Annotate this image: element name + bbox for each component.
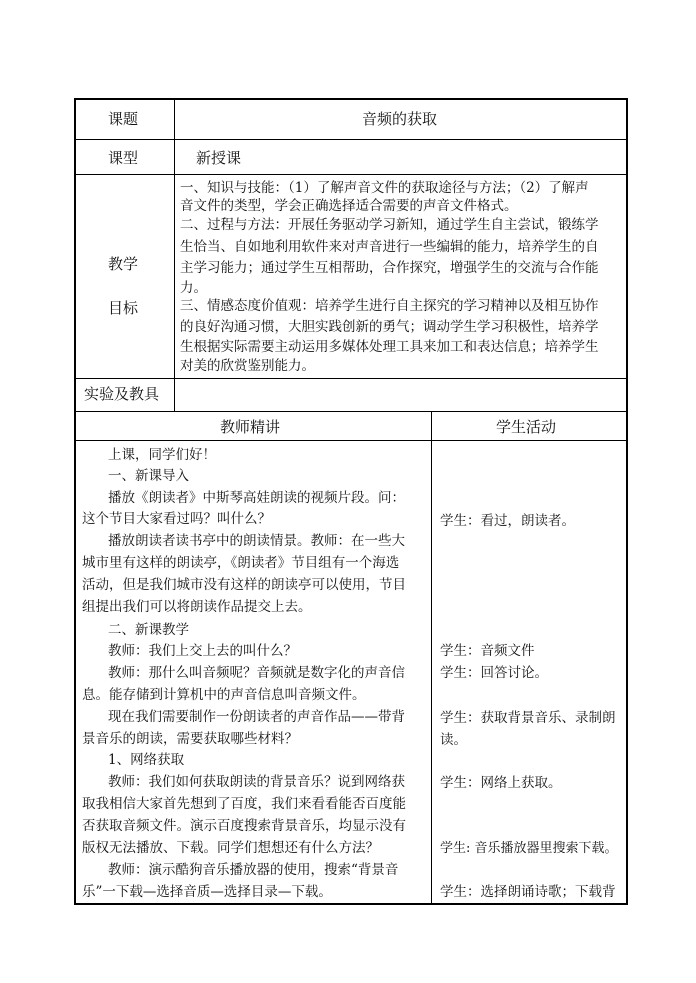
teacher-line: 一、新课导入 xyxy=(108,468,189,484)
equipment-label: 实验及教具 xyxy=(84,385,160,403)
objective-line: 生根据实际需要主动运用多媒体处理工具来加工和表达信息；培养学生 xyxy=(180,339,599,355)
teacher-line: 教师：我们上交上去的叫什么？ xyxy=(108,643,297,659)
teacher-line: 教师：那什么叫音频呢？音频就是数字化的声音信 xyxy=(108,665,405,681)
objective-line: 主学习能力；通过学生互相帮助，合作探究，增强学生的交流与合作能 xyxy=(180,260,599,276)
row-divider xyxy=(74,174,628,175)
teacher-line: 取我相信大家首先想到了百度，我们来看看能否百度能 xyxy=(82,796,406,812)
student-column-divider xyxy=(431,411,432,904)
table-border-right xyxy=(626,98,628,905)
teacher-line: 播放《朗读者》中斯琴高娃朗读的视频片段。问： xyxy=(108,490,405,506)
row-divider xyxy=(74,139,628,140)
student-line: 学生：获取背景音乐、录制朗 xyxy=(440,710,616,726)
row-divider xyxy=(74,378,628,379)
teacher-line: 版权无法播放、下载。同学们想想还有什么方法？ xyxy=(82,840,379,856)
teacher-line: 息。能存储到计算机中的声音信息叫音频文件。 xyxy=(82,687,366,703)
student-line: 学生: 音乐播放器里搜索下载。 xyxy=(440,841,618,856)
teacher-line: 活动，但是我们城市没有这样的朗读亭可以使用，节目 xyxy=(82,577,406,593)
row-divider xyxy=(74,440,628,441)
teacher-line: 上课，同学们好！ xyxy=(108,447,216,463)
student-line: 学生：音频文件 xyxy=(440,643,535,659)
teacher-line: 二、新课教学 xyxy=(108,622,189,638)
objectives-label-1: 教学 xyxy=(108,255,139,273)
teacher-line: 1、网络获取 xyxy=(108,752,185,768)
objective-line: 音文件的类型，学会正确选择适合需要的声音文件格式。 xyxy=(180,198,518,214)
objective-line: 的良好沟通习惯，大胆实践创新的勇气；调动学生学习积极性，培养学 xyxy=(180,319,599,335)
objective-line: 三、情感态度价值观：培养学生进行自主探究的学习精神以及相互协作 xyxy=(180,298,599,314)
type-value: 新授课 xyxy=(196,149,242,167)
student-line: 读。 xyxy=(440,732,467,748)
label-column-divider xyxy=(174,98,175,412)
teacher-line: 现在我们需要制作一份朗读者的声音作品——带背 xyxy=(108,709,405,725)
table-border-bottom xyxy=(74,903,628,905)
objective-line: 二、过程与方法：开展任务驱动学习新知，通过学生自主尝试，锻练学 xyxy=(180,217,599,233)
teacher-line: 否获取音频文件。演示百度搜索背景音乐，均显示没有 xyxy=(82,818,406,834)
student-line: 学生：选择朗诵诗歌；下载背 xyxy=(440,884,616,900)
student-line: 学生：网络上获取。 xyxy=(440,775,562,791)
student-line: 学生：看过，朗读者。 xyxy=(440,513,575,529)
objectives-label-2: 目标 xyxy=(108,299,139,317)
teacher-line: 这个节目大家看过吗？叫什么？ xyxy=(82,511,271,527)
row-divider xyxy=(74,411,628,412)
objective-line: 力。 xyxy=(180,280,207,296)
student-line: 学生：回答讨论。 xyxy=(440,665,548,681)
student-column-header: 学生活动 xyxy=(496,418,557,436)
teacher-column-header: 教师精讲 xyxy=(220,418,281,436)
teacher-line: 教师：我们如何获取朗读的背景音乐？说到网络获 xyxy=(108,774,405,790)
teacher-line: 景音乐的朗读，需要获取哪些材料？ xyxy=(82,731,298,747)
objective-line: 一、知识与技能：（1）了解声音文件的获取途径与方法；（2）了解声 xyxy=(180,180,589,196)
teacher-line: 城市里有这样的朗读亭，《朗读者》节目组有一个海选 xyxy=(82,555,400,571)
objective-line: 生恰当、自如地利用软件来对声音进行一些编辑的能力，培养学生的自 xyxy=(180,239,599,255)
table-border-left xyxy=(74,98,76,905)
teacher-line: 教师：演示酷狗音乐播放器的使用，搜索“背景音 xyxy=(108,862,399,878)
teacher-line: 播放朗读者读书亭中的朗读情景。教师：在一些大 xyxy=(108,533,405,549)
type-label: 课型 xyxy=(108,149,139,167)
table-border-top xyxy=(74,98,628,100)
teacher-line: 乐”一下载—选择音质—选择目录—下载。 xyxy=(82,884,332,900)
topic-label: 课题 xyxy=(108,110,139,128)
topic-value: 音频的获取 xyxy=(362,110,438,128)
teacher-line: 组提出我们可以将朗读作品提交上去。 xyxy=(82,599,312,615)
objective-line: 对美的欣赏鉴别能力。 xyxy=(180,358,315,374)
